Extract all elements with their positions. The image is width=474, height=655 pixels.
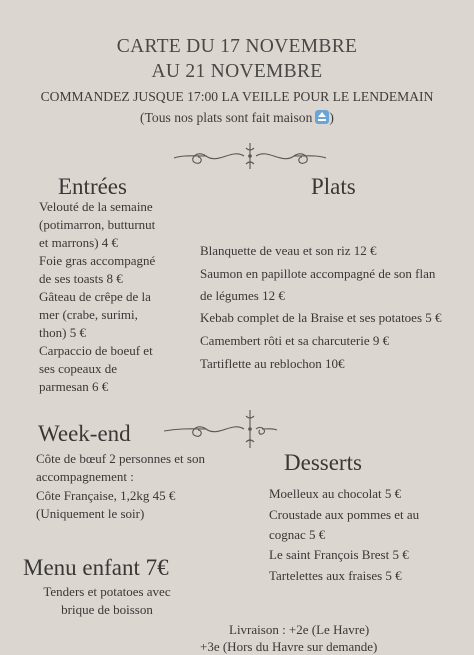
entrees-line: ses copeaux de (39, 361, 117, 376)
entrees-line: (potimarron, butturnut (39, 217, 156, 232)
flourish-divider-icon (158, 407, 280, 453)
entrees-line: de ses toasts 8 € (39, 271, 123, 286)
weekend-line: Côte de bœuf 2 personnes et son (36, 451, 205, 466)
weekend-line: Côte Française, 1,2kg 45 € (36, 488, 176, 503)
entrees-heading: Entrées (58, 174, 127, 199)
entrees-line: Velouté de la semaine (39, 199, 153, 214)
desserts-line: Croustade aux pommes et au (269, 507, 420, 522)
delivery-line-1: Livraison : +2e (Le Havre) (229, 622, 370, 637)
flourish-divider-icon (170, 139, 330, 173)
desserts-line: Moelleux au chocolat 5 € (269, 486, 402, 501)
plats-line: Saumon en papillote accompagné de son flan (200, 266, 436, 281)
desserts-line: Le saint François Brest 5 € (269, 547, 409, 562)
weekend-line: (Uniquement le soir) (36, 506, 145, 521)
menu-title-line-1: CARTE DU 17 NOVEMBRE (116, 36, 358, 57)
entrees-line: Carpaccio de boeuf et (39, 343, 153, 358)
entrees-line: parmesan 6 € (39, 379, 109, 394)
plats-line: Blanquette de veau et son riz 12 € (200, 243, 377, 258)
kids-menu-heading: Menu enfant 7€ (23, 555, 169, 580)
entrees-line: Gâteau de crêpe de la (39, 289, 151, 304)
desserts-line: cognac 5 € (269, 527, 326, 542)
plats-line: Tartiflette au reblochon 10€ (200, 356, 345, 371)
plats-line: de légumes 12 € (200, 288, 285, 303)
homemade-note-text: (Tous nos plats sont fait maison (140, 110, 313, 125)
plats-heading: Plats (311, 174, 356, 199)
weekend-line: accompagnement : (36, 469, 134, 484)
kids-menu-line: brique de boisson (61, 602, 153, 617)
entrees-line: mer (crabe, surimi, (39, 307, 138, 322)
kids-menu-line: Tenders et potatoes avec (43, 584, 171, 599)
desserts-line: Tartelettes aux fraises 5 € (269, 568, 402, 583)
homemade-note (0, 110, 474, 126)
up-arrow-button-emoji-icon (315, 110, 329, 124)
kids-menu-list (12, 583, 202, 619)
menu-title-line-2: AU 21 NOVEMBRE (151, 61, 323, 82)
homemade-note-close: ) (329, 110, 334, 125)
entrees-list (39, 198, 179, 396)
order-deadline-note: COMMANDEZ JUSQUE 17:00 LA VEILLE POUR LE LENDEMAIN (40, 89, 434, 104)
desserts-heading: Desserts (284, 450, 362, 475)
delivery-line-2: +3e (Hors du Havre sur demande) (200, 639, 378, 654)
entrees-line: Foie gras accompagné (39, 253, 156, 268)
weekend-heading: Week-end (38, 421, 131, 446)
entrees-line: thon) 5 € (39, 325, 86, 340)
plats-line: Camembert rôti et sa charcuterie 9 € (200, 333, 390, 348)
plats-line: Kebab complet de la Braise et ses potatoes 5 € (200, 310, 442, 325)
entrees-line: et marrons) 4 € (39, 235, 119, 250)
